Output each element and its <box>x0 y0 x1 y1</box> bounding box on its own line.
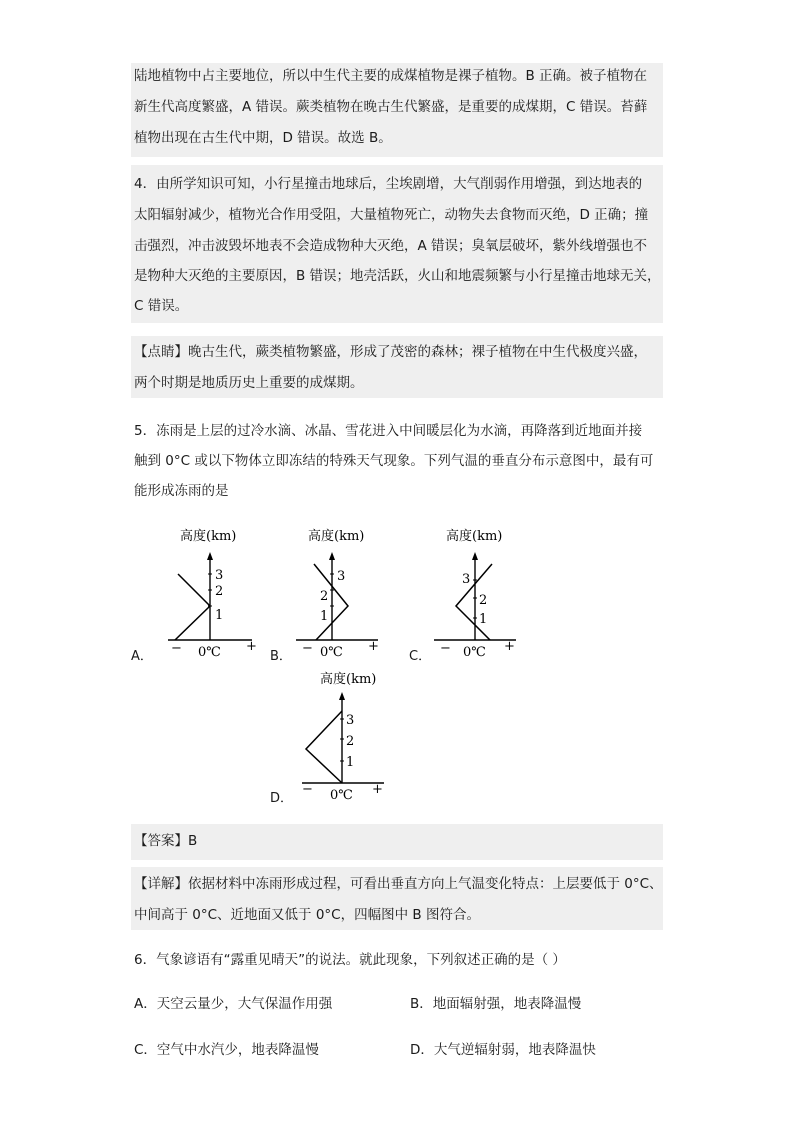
zero-label: 0℃ <box>198 645 221 660</box>
axis-title: 高度(km) <box>308 529 365 544</box>
plus-label: + <box>372 782 383 797</box>
tick-1: 1 <box>215 608 224 623</box>
option-d-label: D． <box>270 791 294 806</box>
option-c-label: C． <box>409 649 432 664</box>
q6-option-a: A．天空云量少，大气保温作用强 <box>134 996 333 1012</box>
detail-line: 中间高于 0°C、近地面又低于 0°C，四幅图中 B 图符合。 <box>134 907 480 923</box>
text-line: 4．由所学知识可知，小行星撞击地球后，尘埃剧增，大气削弱作用增强，到达地表的 <box>134 176 643 192</box>
question-5-line: 能形成冻雨的是 <box>134 483 229 499</box>
question-5-line: 5．冻雨是上层的过冷水滴、冰晶、雪花进入中间暖层化为水滴，再降落到近地面并接 <box>134 423 643 439</box>
plus-label: + <box>246 639 257 654</box>
text-line: C 错误。 <box>134 298 189 314</box>
tick-2: 2 <box>320 589 329 604</box>
tick-3: 3 <box>337 569 346 584</box>
tick-2: 2 <box>479 593 488 608</box>
answer-text: 【答案】B <box>134 833 198 849</box>
text-line: 是物种大灭绝的主要原因，B 错误；地壳活跃，火山和地震频繁与小行星撞击地球无关， <box>134 268 661 284</box>
text-line: 陆地植物中占主要地位，所以中生代主要的成煤植物是裸子植物。B 正确。被子植物在 <box>134 68 648 84</box>
tick-3: 3 <box>462 572 471 587</box>
question-5-line: 触到 0°C 或以下物体立即冻结的特殊天气现象。下列气温的垂直分布示意图中，最有可 <box>134 453 654 469</box>
axis-title: 高度(km) <box>180 529 237 544</box>
detail-line: 【详解】依据材料中冻雨形成过程，可看出垂直方向上气温变化特点：上层要低于 0°C、 <box>134 876 663 892</box>
diagram-b <box>290 524 400 668</box>
plus-label: + <box>504 639 515 654</box>
minus-label: − <box>302 641 313 656</box>
zero-label: 0℃ <box>320 645 343 660</box>
tick-1: 1 <box>346 755 355 770</box>
question-6-stem: 6．气象谚语有“露重见晴天”的说法。就此现象，下列叙述正确的是（ ） <box>134 952 566 968</box>
text-line: 两个时期是地质历史上重要的成煤期。 <box>134 375 364 391</box>
text-line: 植物出现在古生代中期，D 错误。故选 B。 <box>134 130 392 146</box>
zero-label: 0℃ <box>330 788 353 803</box>
option-b-label: B． <box>270 649 292 664</box>
text-line: 太阳辐射减少，植物光合作用受阻，大量植物死亡，动物失去食物而灭绝，D 正确；撞 <box>134 207 649 223</box>
minus-label: − <box>171 641 182 656</box>
plus-label: + <box>368 639 379 654</box>
minus-label: − <box>440 641 451 656</box>
text-line: 击强烈，冲击波毁坏地表不会造成物种大灭绝，A 错误；臭氧层破坏，紫外线增强也不 <box>134 238 648 254</box>
q6-option-d: D．大气逆辐射弱，地表降温快 <box>410 1042 596 1058</box>
axis-title: 高度(km) <box>320 672 377 687</box>
tick-1: 1 <box>320 609 329 624</box>
diagram-a <box>160 524 270 668</box>
option-a-label: A． <box>131 649 153 664</box>
tick-3: 3 <box>346 713 355 728</box>
minus-label: − <box>302 782 313 797</box>
tick-3: 3 <box>215 568 224 583</box>
text-line: 新生代高度繁盛，A 错误。蕨类植物在晚古生代繁盛，是重要的成煤期，C 错误。苔藓 <box>134 99 648 115</box>
axis-title: 高度(km) <box>446 529 503 544</box>
tick-2: 2 <box>215 584 224 599</box>
q6-option-c: C．空气中水汽少，地表降温慢 <box>134 1042 319 1058</box>
diagram-c <box>428 524 538 668</box>
zero-label: 0℃ <box>463 645 486 660</box>
tick-1: 1 <box>479 612 488 627</box>
text-line: 【点睛】晚古生代，蕨类植物繁盛，形成了茂密的森林；裸子植物在中生代极度兴盛， <box>134 344 647 360</box>
tick-2: 2 <box>346 734 355 749</box>
diagram-d <box>292 667 402 811</box>
answer-block <box>131 824 663 860</box>
q6-option-b: B．地面辐射强，地表降温慢 <box>410 996 582 1012</box>
